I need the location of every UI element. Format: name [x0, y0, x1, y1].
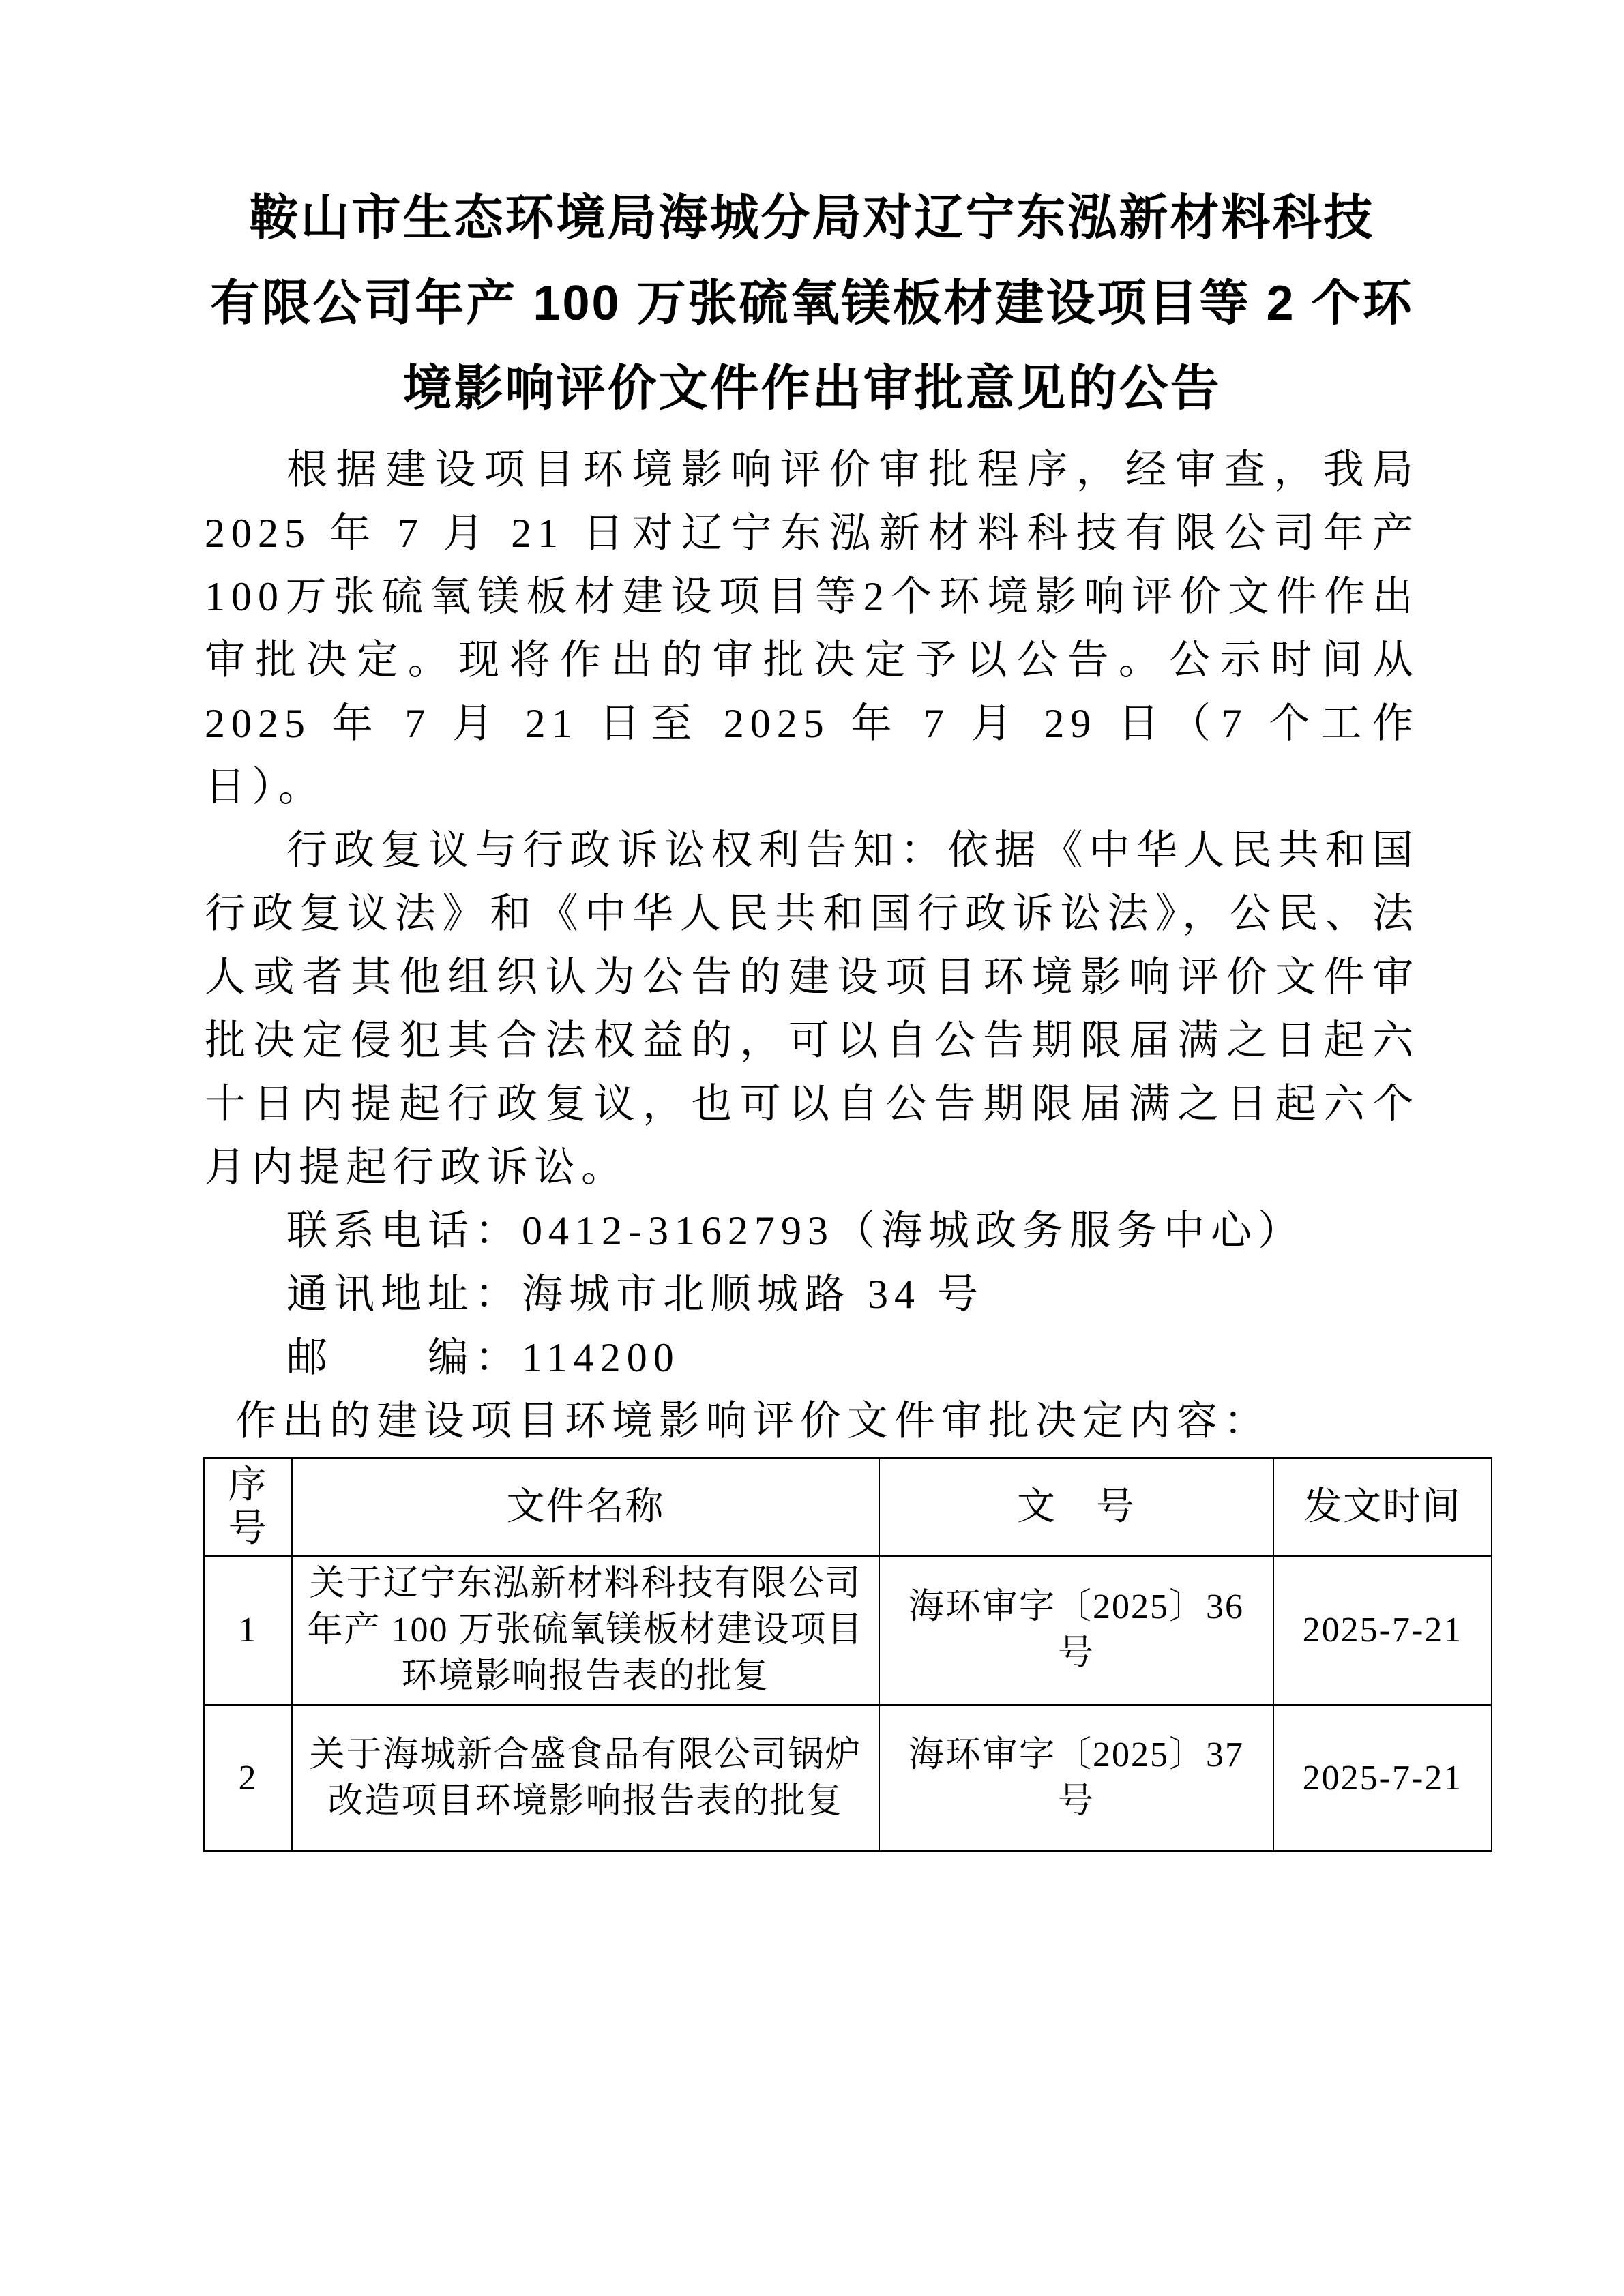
header-name: 文件名称: [292, 1459, 879, 1556]
contact-address-line: 通讯地址：海城市北顺城路 34 号: [286, 1272, 984, 1317]
table-row: [204, 1556, 1492, 1705]
row1-doc-no: 海环审字〔2025〕36 号: [879, 1556, 1273, 1705]
row1-name: 关于辽宁东泓新材料科技有限公司年产 100 万张硫氧镁板材建设项目环境影响报告表的批复: [292, 1556, 879, 1705]
title-line-1: 鞍山市生态环境局海城分局对辽宁东泓新材料科技: [249, 191, 1375, 245]
table-header-row: [204, 1459, 1492, 1556]
document-body: [205, 438, 1463, 1852]
row2-name: 关于海城新合盛食品有限公司锅炉改造项目环境影响报告表的批复: [292, 1705, 879, 1851]
row2-date: 2025-7-21: [1273, 1705, 1492, 1851]
title-line-2: 有限公司年产 100 万张硫氧镁板材建设项目等 2 个环: [210, 276, 1414, 331]
table-intro-line: 作出的建设项目环境影响评价文件审批决定内容：: [235, 1399, 1271, 1444]
row2-seq: 2: [204, 1705, 292, 1851]
row2-doc-no: 海环审字〔2025〕37 号: [879, 1705, 1273, 1851]
row1-seq: 1: [204, 1556, 292, 1705]
header-seq: 序号: [204, 1459, 292, 1556]
document-title: [171, 176, 1453, 432]
postal-code-line: 邮 编：114200: [286, 1335, 680, 1380]
table-row: [204, 1705, 1492, 1851]
title-line-3: 境影响评价文件作出审批意见的公告: [402, 361, 1222, 416]
row1-date: 2025-7-21: [1273, 1556, 1492, 1705]
header-date: 发文时间: [1273, 1459, 1492, 1556]
paragraph-legal-rights: 行政复议与行政诉讼权利告知：依据《中华人民共和国行政复议法》和《中华人民共和国行政诉讼法》，公民、法人或者其他组织认为公告的建设项目环境影响评价文件审批决定侵犯其合法权益的，可以自公告期限届满之日起六十日内提起行政复议，也可以自公告期限届满之日起六个月内提起行政诉讼。: [205, 828, 1419, 1190]
header-doc-no: 文 号: [879, 1459, 1273, 1556]
approval-decisions-table: [203, 1457, 1492, 1852]
contact-phone-line: 联系电话：0412-3162793（海城政务服务中心）: [286, 1208, 1305, 1253]
paragraph-approval-decision: 根据建设项目环境影响评价审批程序，经审查，我局 2025 年 7 月 21 日对辽宁东泓新材料科技有限公司年产100万张硫氧镁板材建设项目等2个环境影响评价文件作出审批决定。现将作出的审批决定予以公告。公示时间从 2025 年 7 月 21 日至 2025 年 7 月 29 日（7 个工作日）。: [205, 447, 1419, 809]
